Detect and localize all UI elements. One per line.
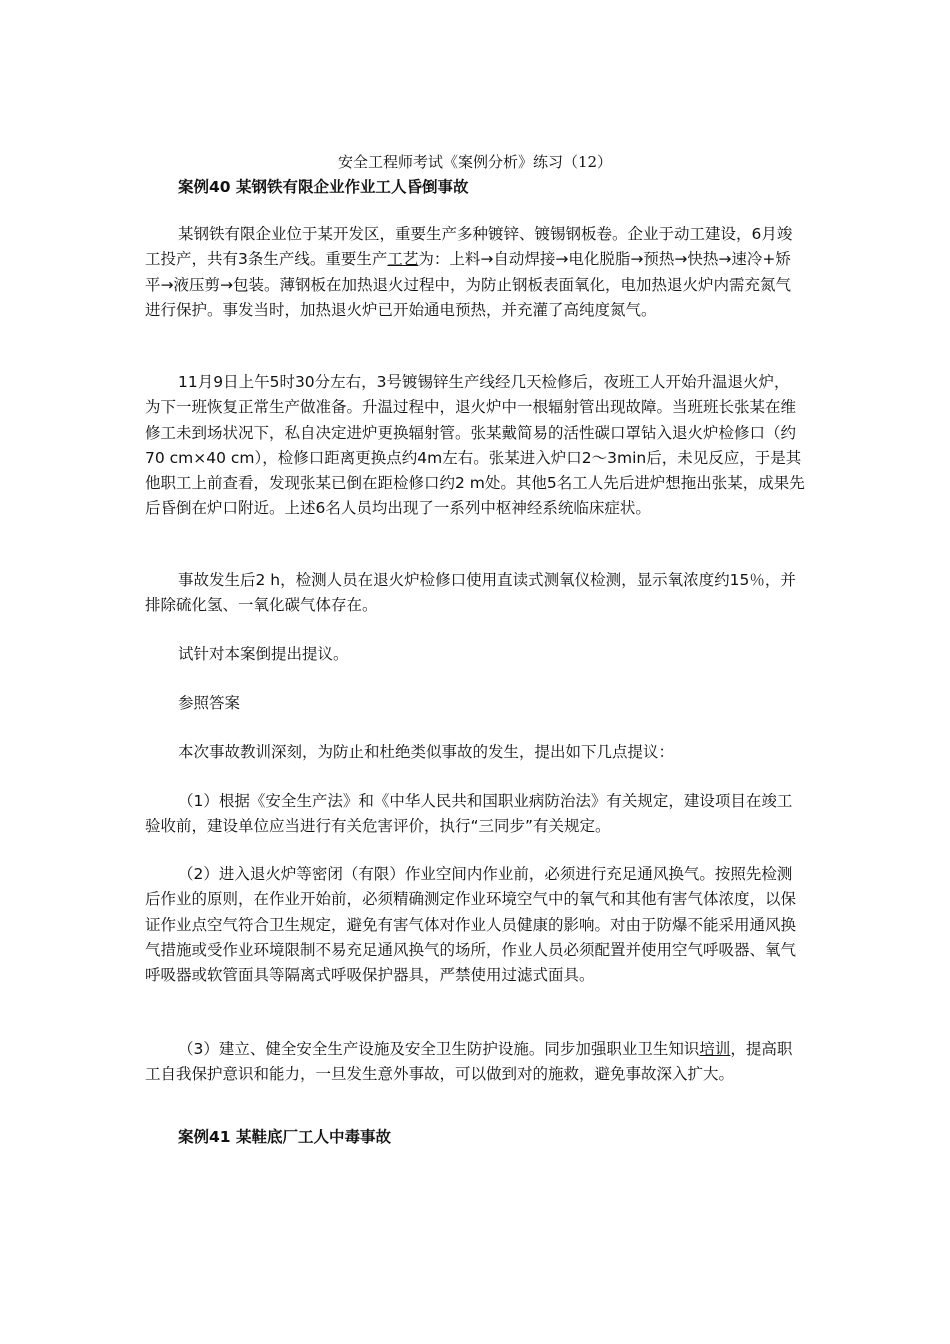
link-craft[interactable]: 工艺 bbox=[387, 250, 419, 269]
suggestion-1: （1）根据《安全生产法》和《中华人民共和国职业病防治法》有关规定，建设项目在竣工验收前，建设单位应当进行有关危害评价，执行“三同步”有关规定。 bbox=[145, 792, 793, 836]
case-41-heading: 案例41 某鞋底厂工人中毒事故 bbox=[178, 1128, 391, 1146]
document-title: 安全工程师考试《案例分析》练习（12） bbox=[337, 153, 613, 171]
paragraph-text: ，提高职工自我保护意识和能力，一旦发生意外事故，可以做到对的施救，避免事故深入扩大。 bbox=[145, 1040, 793, 1084]
case-40-paragraph-background bbox=[145, 222, 805, 323]
suggestion-2: （2）进入退火炉等密闭（有限）作业空间内作业前，必须进行充足通风换气。按照先检测后作业的原则，在作业开始前，必须精确测定作业环境空气中的氧气和其他有害气体浓度，以保证作业点空气符合卫生规定，避免有害气体对作业人员健康的影响。对由于防爆不能采用通风换气措施或受作业环境限制不易充足通风换气的场所，作业人员必须配置并使用空气呼吸器、氧气呼吸器或软管面具等隔离式呼吸保护器具，严禁使用过滤式面具。 bbox=[145, 865, 797, 985]
answer-label: 参照答案 bbox=[178, 694, 241, 712]
paragraph-text: 为：上料→自动焊接→电化脱脂→预热→快热→速冷+矫平→液压剪→包装。薄钢板在加热退火过程中，为防止钢板表面氧化，电加热退火炉内需充氮气进行保护。事发当时，加热退火炉已开始通电预热，并充灌了高纯度氮气。 bbox=[145, 250, 791, 319]
answer-intro: 本次事故教训深刻，为防止和杜绝类似事故的发生，提出如下几点提议： bbox=[178, 743, 675, 761]
paragraph-text: （3）建立、健全安全生产设施及安全卫生防护设施。同步加强职业卫生知识 bbox=[178, 1040, 700, 1058]
case-40-question: 试针对本案倒提出提议。 bbox=[178, 645, 349, 663]
suggestion-3 bbox=[145, 1037, 805, 1088]
case-40-paragraph-incident: 11月9日上午5时30分左右，3号镀锡锌生产线经几天检修后，夜班工人开始升温退火炉，为下一班恢复正常生产做准备。升温过程中，退火炉中一根辐射管出现故障。当班班长张某在维修工未到场状况下，私自决定进炉更换辐射管。张某戴简易的活性碳口罩钻入退火炉检修口（约70 cm×40 cm），检修口距离更换点约4m左右。张某进入炉口2～3min后，未见反应，于是其他职工上前查看，发现张某已倒在距检修口约2 m处。其他5名工人先后进炉想拖出张某，成果先后昏倒在炉口附近。上述6名人员均出现了一系列中枢神经系统临床症状。 bbox=[145, 373, 805, 518]
paragraph-text: 某钢铁有限企业位于某开发区，重要生产多种镀锌、镀锡钢板卷。企业于动工建设，6月竣工投产，共有3条生产线。重要生产 bbox=[145, 225, 793, 269]
link-training[interactable]: 培训 bbox=[699, 1040, 731, 1058]
case-40-heading: 案例40 某钢铁有限企业作业工人昏倒事故 bbox=[178, 178, 469, 196]
case-40-paragraph-detection: 事故发生后2 h，检测人员在退火炉检修口使用直读式测氧仪检测，显示氧浓度约15％，并排除硫化氢、一氧化碳气体存在。 bbox=[145, 571, 796, 615]
